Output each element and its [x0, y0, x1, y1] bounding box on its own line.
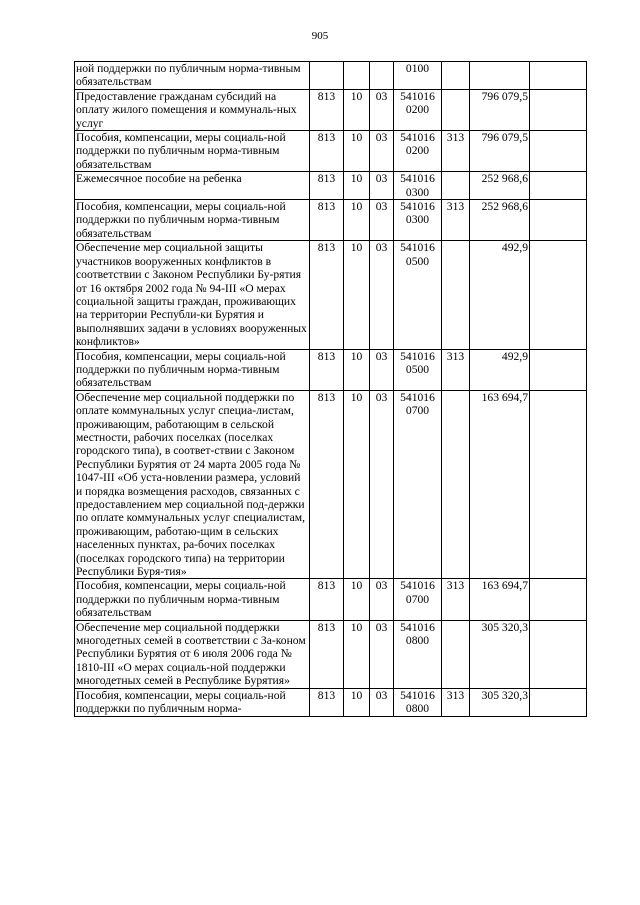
table-row	[75, 241, 587, 349]
target-code-line2: 0200	[405, 144, 430, 158]
row-name: Обеспечение мер социальной защиты участников вооруженных конфликтов в соответствии с Законом Республики Бу-рятия от 16 октября 2002 года № 94-III «О мерах социальной защиты граждан, проживающих на территории Республи-ки Бурятия и выполнявших задачи в условиях вооруженных конфликтов»	[75, 241, 310, 349]
page-number: 905	[311, 30, 329, 42]
ministry-code: 813	[310, 620, 344, 688]
ministry-code: 813	[310, 349, 344, 390]
expense-type-code	[442, 62, 470, 90]
amount: 252 968,6	[470, 172, 530, 200]
target-code-line2: 0500	[405, 362, 430, 376]
row-name: Пособия, компенсации, меры социаль-ной поддержки по публичным норма-тивным обязательствам	[75, 200, 310, 241]
table-row	[75, 688, 587, 716]
extra-column	[530, 172, 587, 200]
expense-type-code	[442, 390, 470, 579]
target-article-code	[394, 688, 442, 716]
amount: 492,9	[470, 241, 530, 349]
budget-table-body	[75, 62, 587, 717]
extra-column	[530, 62, 587, 90]
target-code-line1: 541016	[400, 349, 435, 363]
target-article-code	[394, 390, 442, 579]
subsection-code	[370, 62, 394, 90]
expense-type-code: 313	[442, 200, 470, 241]
subsection-code: 03	[370, 688, 394, 716]
amount: 305 320,3	[470, 688, 530, 716]
target-code-line1: 541016	[400, 89, 435, 103]
table-row	[75, 620, 587, 688]
target-code-line2: 0200	[405, 103, 430, 117]
target-code-line2: 0300	[405, 213, 430, 227]
target-code-line1: 541016	[400, 200, 435, 214]
amount: 163 694,7	[470, 390, 530, 579]
table-row	[75, 172, 587, 200]
row-name: Пособия, компенсации, меры социаль-ной поддержки по публичным норма-тивным обязательствам	[75, 349, 310, 390]
extra-column	[530, 390, 587, 579]
ministry-code: 813	[310, 688, 344, 716]
expense-type-code: 313	[442, 688, 470, 716]
ministry-code: 813	[310, 390, 344, 579]
subsection-code: 03	[370, 200, 394, 241]
target-code-line2: 0300	[405, 185, 430, 199]
target-code-line1: 541016	[400, 390, 435, 404]
extra-column	[530, 200, 587, 241]
row-name: Обеспечение мер социальной поддержки многодетных семей в соответствии с За-коном Республики Бурятия от 6 июля 2006 года № 1810-III «О мерах социаль-ной поддержки многодетных семей в Республике Бурятия»	[75, 620, 310, 688]
target-code-line1: 541016	[400, 241, 435, 255]
amount: 492,9	[470, 349, 530, 390]
extra-column	[530, 241, 587, 349]
section-code	[344, 62, 370, 90]
row-name: ной поддержки по публичным норма-тивным обязательствам	[75, 62, 310, 90]
row-name: Предоставление гражданам субсидий на оплату жилого помещения и коммуналь-ных услуг	[75, 89, 310, 130]
target-code-line2: 0700	[405, 404, 430, 418]
subsection-code: 03	[370, 172, 394, 200]
section-code: 10	[344, 349, 370, 390]
section-code: 10	[344, 579, 370, 620]
ministry-code: 813	[310, 89, 344, 130]
target-article-code	[394, 200, 442, 241]
target-article-code	[394, 349, 442, 390]
amount: 796 079,5	[470, 131, 530, 172]
row-name: Пособия, компенсации, меры социаль-ной поддержки по публичным норма-	[75, 688, 310, 716]
extra-column	[530, 620, 587, 688]
extra-column	[530, 579, 587, 620]
target-article-code	[394, 89, 442, 130]
expense-type-code	[442, 89, 470, 130]
expense-type-code: 313	[442, 349, 470, 390]
target-code-line2: 0100	[405, 62, 430, 75]
expense-type-code	[442, 241, 470, 349]
row-name: Ежемесячное пособие на ребенка	[75, 172, 310, 200]
target-code-line2: 0800	[405, 634, 430, 648]
target-article-code	[394, 62, 442, 90]
extra-column	[530, 131, 587, 172]
target-code-line1: 541016	[400, 172, 435, 186]
target-article-code	[394, 241, 442, 349]
table-row	[75, 62, 587, 90]
amount: 252 968,6	[470, 200, 530, 241]
ministry-code	[310, 62, 344, 90]
section-code: 10	[344, 89, 370, 130]
table-row	[75, 131, 587, 172]
target-code-line1: 541016	[400, 620, 435, 634]
subsection-code: 03	[370, 620, 394, 688]
amount	[470, 62, 530, 90]
subsection-code: 03	[370, 390, 394, 579]
subsection-code: 03	[370, 349, 394, 390]
target-article-code	[394, 579, 442, 620]
target-code-line2: 0800	[405, 702, 430, 716]
expense-type-code: 313	[442, 579, 470, 620]
target-code-line2: 0700	[405, 592, 430, 606]
ministry-code: 813	[310, 131, 344, 172]
target-article-code	[394, 620, 442, 688]
table-row	[75, 89, 587, 130]
section-code: 10	[344, 172, 370, 200]
ministry-code: 813	[310, 172, 344, 200]
amount: 163 694,7	[470, 579, 530, 620]
table-row	[75, 200, 587, 241]
target-code-line1: 541016	[400, 131, 435, 145]
amount: 796 079,5	[470, 89, 530, 130]
budget-table	[74, 61, 587, 717]
expense-type-code: 313	[442, 131, 470, 172]
target-code-line1: 541016	[400, 688, 435, 702]
ministry-code: 813	[310, 579, 344, 620]
section-code: 10	[344, 200, 370, 241]
target-code-line1: 541016	[400, 579, 435, 593]
section-code: 10	[344, 390, 370, 579]
ministry-code: 813	[310, 200, 344, 241]
subsection-code: 03	[370, 89, 394, 130]
ministry-code: 813	[310, 241, 344, 349]
target-article-code	[394, 172, 442, 200]
table-row	[75, 579, 587, 620]
amount: 305 320,3	[470, 620, 530, 688]
extra-column	[530, 349, 587, 390]
extra-column	[530, 688, 587, 716]
table-row	[75, 390, 587, 579]
subsection-code: 03	[370, 241, 394, 349]
target-article-code	[394, 131, 442, 172]
row-name: Пособия, компенсации, меры социаль-ной поддержки по публичным норма-тивным обязательствам	[75, 131, 310, 172]
subsection-code: 03	[370, 579, 394, 620]
row-name: Пособия, компенсации, меры социаль-ной поддержки по публичным норма-тивным обязательствам	[75, 579, 310, 620]
table-row	[75, 349, 587, 390]
expense-type-code	[442, 620, 470, 688]
section-code: 10	[344, 620, 370, 688]
subsection-code: 03	[370, 131, 394, 172]
extra-column	[530, 89, 587, 130]
section-code: 10	[344, 241, 370, 349]
section-code: 10	[344, 131, 370, 172]
row-name: Обеспечение мер социальной поддержки по оплате коммунальных услуг специа-листам, проживающим, работающим в сельской местности, рабочих поселках (поселках городского типа), в соответ-ствии с Законом Республики Бурятия от 24 марта 2005 года № 1047-III «Об уста-новлении размера, условий и порядка возмещения расходов, связанных с предоставлением мер социальной под-держки по оплате коммунальных услуг специалистам, проживающим, работаю-щим в сельских населенных пунктах, ра-бочих поселках (поселках городского типа) на территории Республики Буря-тия»	[75, 390, 310, 579]
target-code-line2: 0500	[405, 254, 430, 268]
section-code: 10	[344, 688, 370, 716]
expense-type-code	[442, 172, 470, 200]
